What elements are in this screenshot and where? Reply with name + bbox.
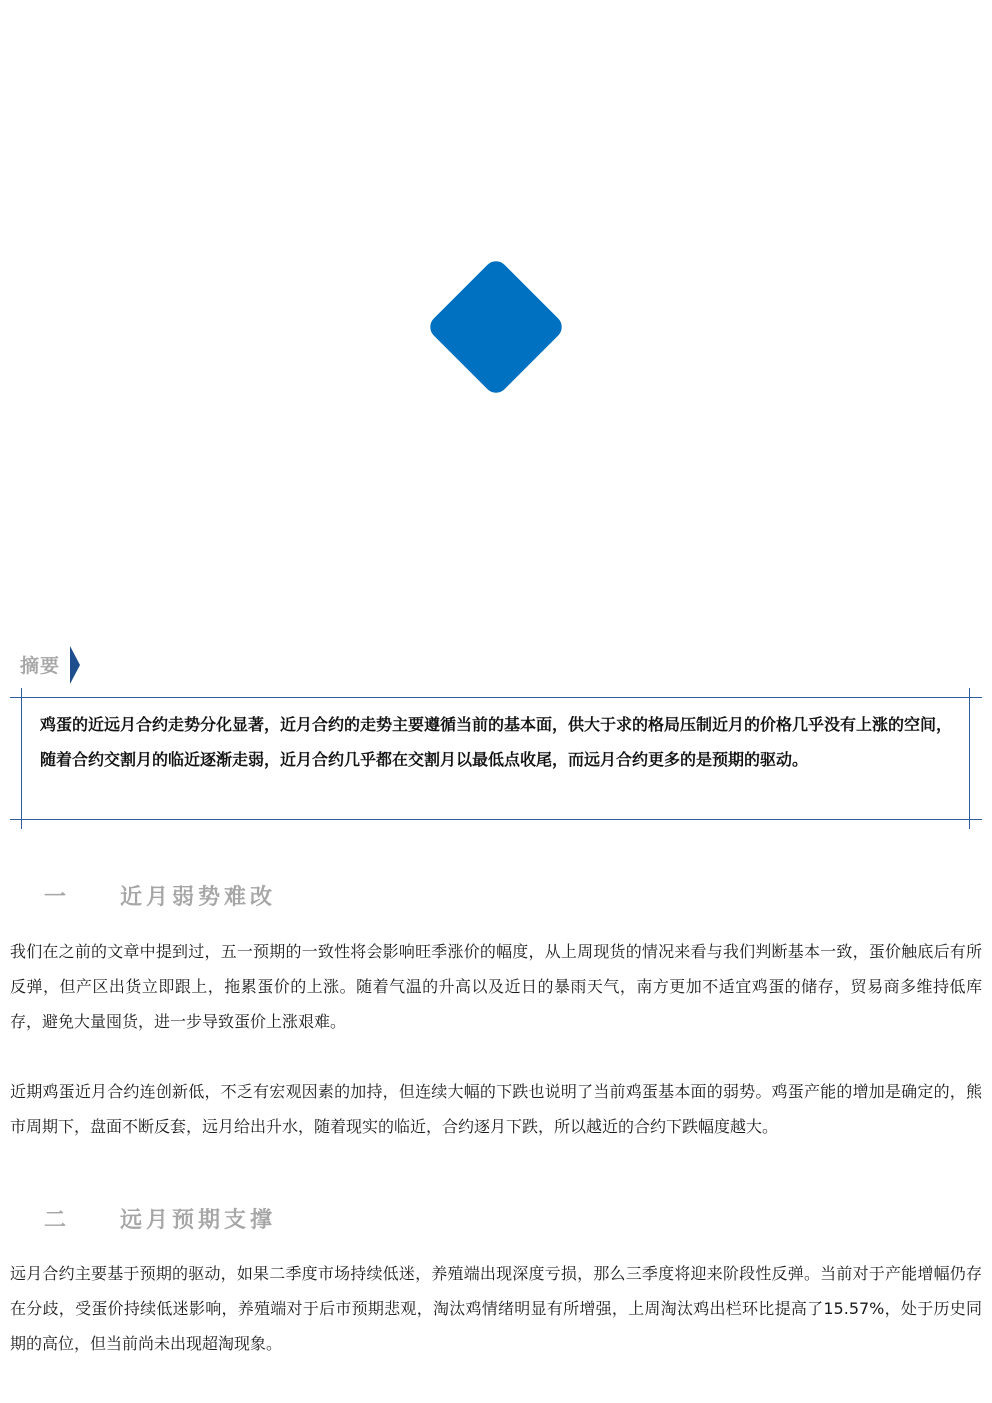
paragraph: 近期鸡蛋近月合约连创新低，不乏有宏观因素的加持，但连续大幅的下跌也说明了当前鸡蛋基本面的弱势。鸡蛋产能的增加是确定的，熊市周期下，盘面不断反套，远月给出升水，随着现实的临近，合约逐月下跌，所以越近的合约下跌幅度越大。 [10, 1082, 982, 1136]
summary-left-rule [21, 688, 22, 829]
section-title: 近月弱势难改 [120, 885, 277, 910]
summary-label: 摘要 [20, 655, 61, 677]
section-number: 二 [44, 1208, 67, 1233]
diamond-logo-icon [425, 256, 566, 397]
summary-bottom-rule [10, 819, 982, 820]
summary-text: 鸡蛋的近远月合约走势分化显著，近月合约的走势主要遵循当前的基本面，供大于求的格局压制近月的价格几乎没有上涨的空间，随着合约交割月的临近逐渐走弱，近月合约几乎都在交割月以最低点收尾，而远月合约更多的是预期的驱动。 [40, 715, 953, 769]
paragraph: 我们在之前的文章中提到过，五一预期的一致性将会影响旺季涨价的幅度，从上周现货的情况来看与我们判断基本一致，蛋价触底后有所反弹，但产区出货立即跟上，拖累蛋价的上涨。随着气温的升高以及近日的暴雨天气，南方更加不适宜鸡蛋的储存，贸易商多维持低库存，避免大量囤货，进一步导致蛋价上涨艰难。 [10, 942, 982, 1031]
paragraph: 远月合约主要基于预期的驱动，如果二季度市场持续低迷，养殖端出现深度亏损，那么三季度将迎来阶段性反弹。当前对于产能增幅仍存在分歧，受蛋价持续低迷影响，养殖端对于后市预期悲观，淘汰鸡情绪明显有所增强，上周淘汰鸡出栏环比提高了15.57%，处于历史同期的高位，但当前尚未出现超淘现象。 [10, 1264, 982, 1353]
section-number: 一 [44, 885, 67, 910]
section-title: 远月预期支撑 [120, 1208, 277, 1233]
summary-top-rule [10, 697, 982, 698]
summary-right-rule [969, 688, 970, 829]
arrow-right-icon [70, 646, 80, 684]
